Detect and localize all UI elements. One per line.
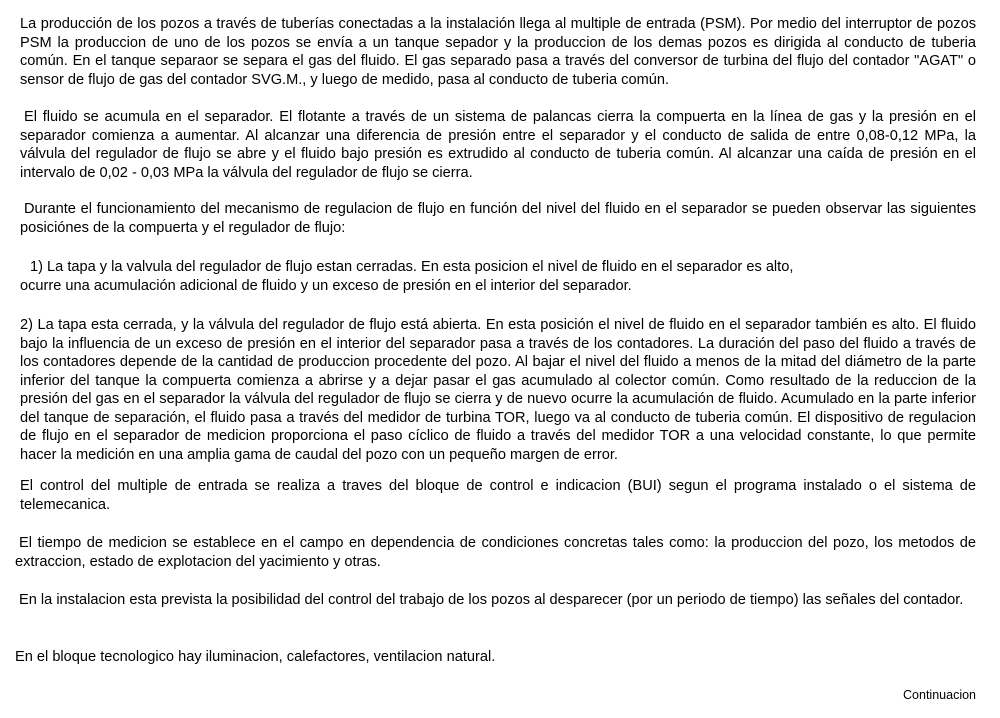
position-one-line-1: 1) La tapa y la valvula del regulador de flujo estan cerradas. En esta posicion el nivel de fluido en el separador es alto,: [30, 259, 794, 275]
paragraph-regulation-positions: Durante el funcionamiento del mecanismo de regulacion de flujo en función del nivel del fluido en el separador se pueden observar las siguientes posiciónes de la compuerta y el regulador de flujo:: [20, 201, 976, 236]
paragraph-position-two: 2) La tapa esta cerrada, y la válvula del regulador de flujo está abierta. En esta posición el nivel de fluido en el separador también es alto. El fluido bajo la influencia de un exceso de presión en el interior del separador pasa a través de los contadores. La duración del paso del fluido a través de los contadores depende de la cantidad de produccion procedente del pozo. Al bajar el nivel del fluido a menos de la mitad del diámetro de la parte inferior del tanque la compuerta comienza a abrirse y a dejar pasar el gas acumulado al colector común. Como resultado de la reduccion de la presión del gas en el separador la válvula del regulador de flujo se cierra y de nuevo ocurre la acumulación de fluido. Acumulado en la parte inferior del tanque de separación, el fluido pasa a través del medidor de turbina TOR, luego va al conducto de tuberia común. El dispositivo de regulacion de flujo en el separador de medicion proporciona el paso cíclico de fluido a través del medidor TOR a una velocidad constante, lo que permite hacer la medición en una amplia gama de caudal del pozo con un pequeño margen de error.: [20, 317, 976, 463]
paragraph-measurement-time: El tiempo de medicion se establece en el campo en dependencia de condiciones concretas tales como: la produccion del pozo, los metodos de extraccion, estado de explotacion del yacimiento y otras.: [15, 535, 976, 570]
paragraph-tech-block: En el bloque tecnologico hay iluminacion, calefactores, ventilacion natural.: [15, 649, 496, 665]
paragraph-production-flow: La producción de los pozos a través de tuberías conectadas a la instalación llega al multiple de entrada (PSM). Por medio del interruptor de pozos PSM la produccion de uno de los pozos se envía a un tanque sepador y la produccion de los demas pozos es dirigida al conducto de tuberia común. En el tanque separaor se separa el gas del fluido. El gas separado pasa a través del conversor de turbina del flujo del contador "AGAT" o sensor de flujo de gas del contador SVG.M., y luego de medido, pasa al conducto de tuberia común.: [20, 16, 976, 88]
continue-link[interactable]: Continuacion: [903, 688, 976, 702]
paragraph-manifold-control: El control del multiple de entrada se realiza a traves del bloque de control e indicacion (BUI) segun el programa instalado o el sistema de telemecanica.: [20, 478, 976, 513]
paragraph-separator-accumulation: El fluido se acumula en el separador. El flotante a través de un sistema de palancas cierra la compuerta en la línea de gas y la presión en el separador comienza a aumentar. Al alcanzar una diferencia de presión entre el separador y el conducto de salida de entre 0,08-0,12 MPa, la válvula del regulador de flujo se abre y el fluido bajo presión es extrudido al conducto de tuberia común. Al alcanzar una caída de presión en el intervalo de 0,02 - 0,03 MPa la válvula del regulador de flujo se cierra.: [20, 109, 976, 181]
paragraph-control-without-signal: En la instalacion esta prevista la posibilidad del control del trabajo de los pozos al desparecer (por un periodo de tiempo) las señales del contador.: [19, 592, 964, 608]
position-one-line-2: ocurre una acumulación adicional de fluido y un exceso de presión en el interior del separador.: [20, 278, 632, 294]
